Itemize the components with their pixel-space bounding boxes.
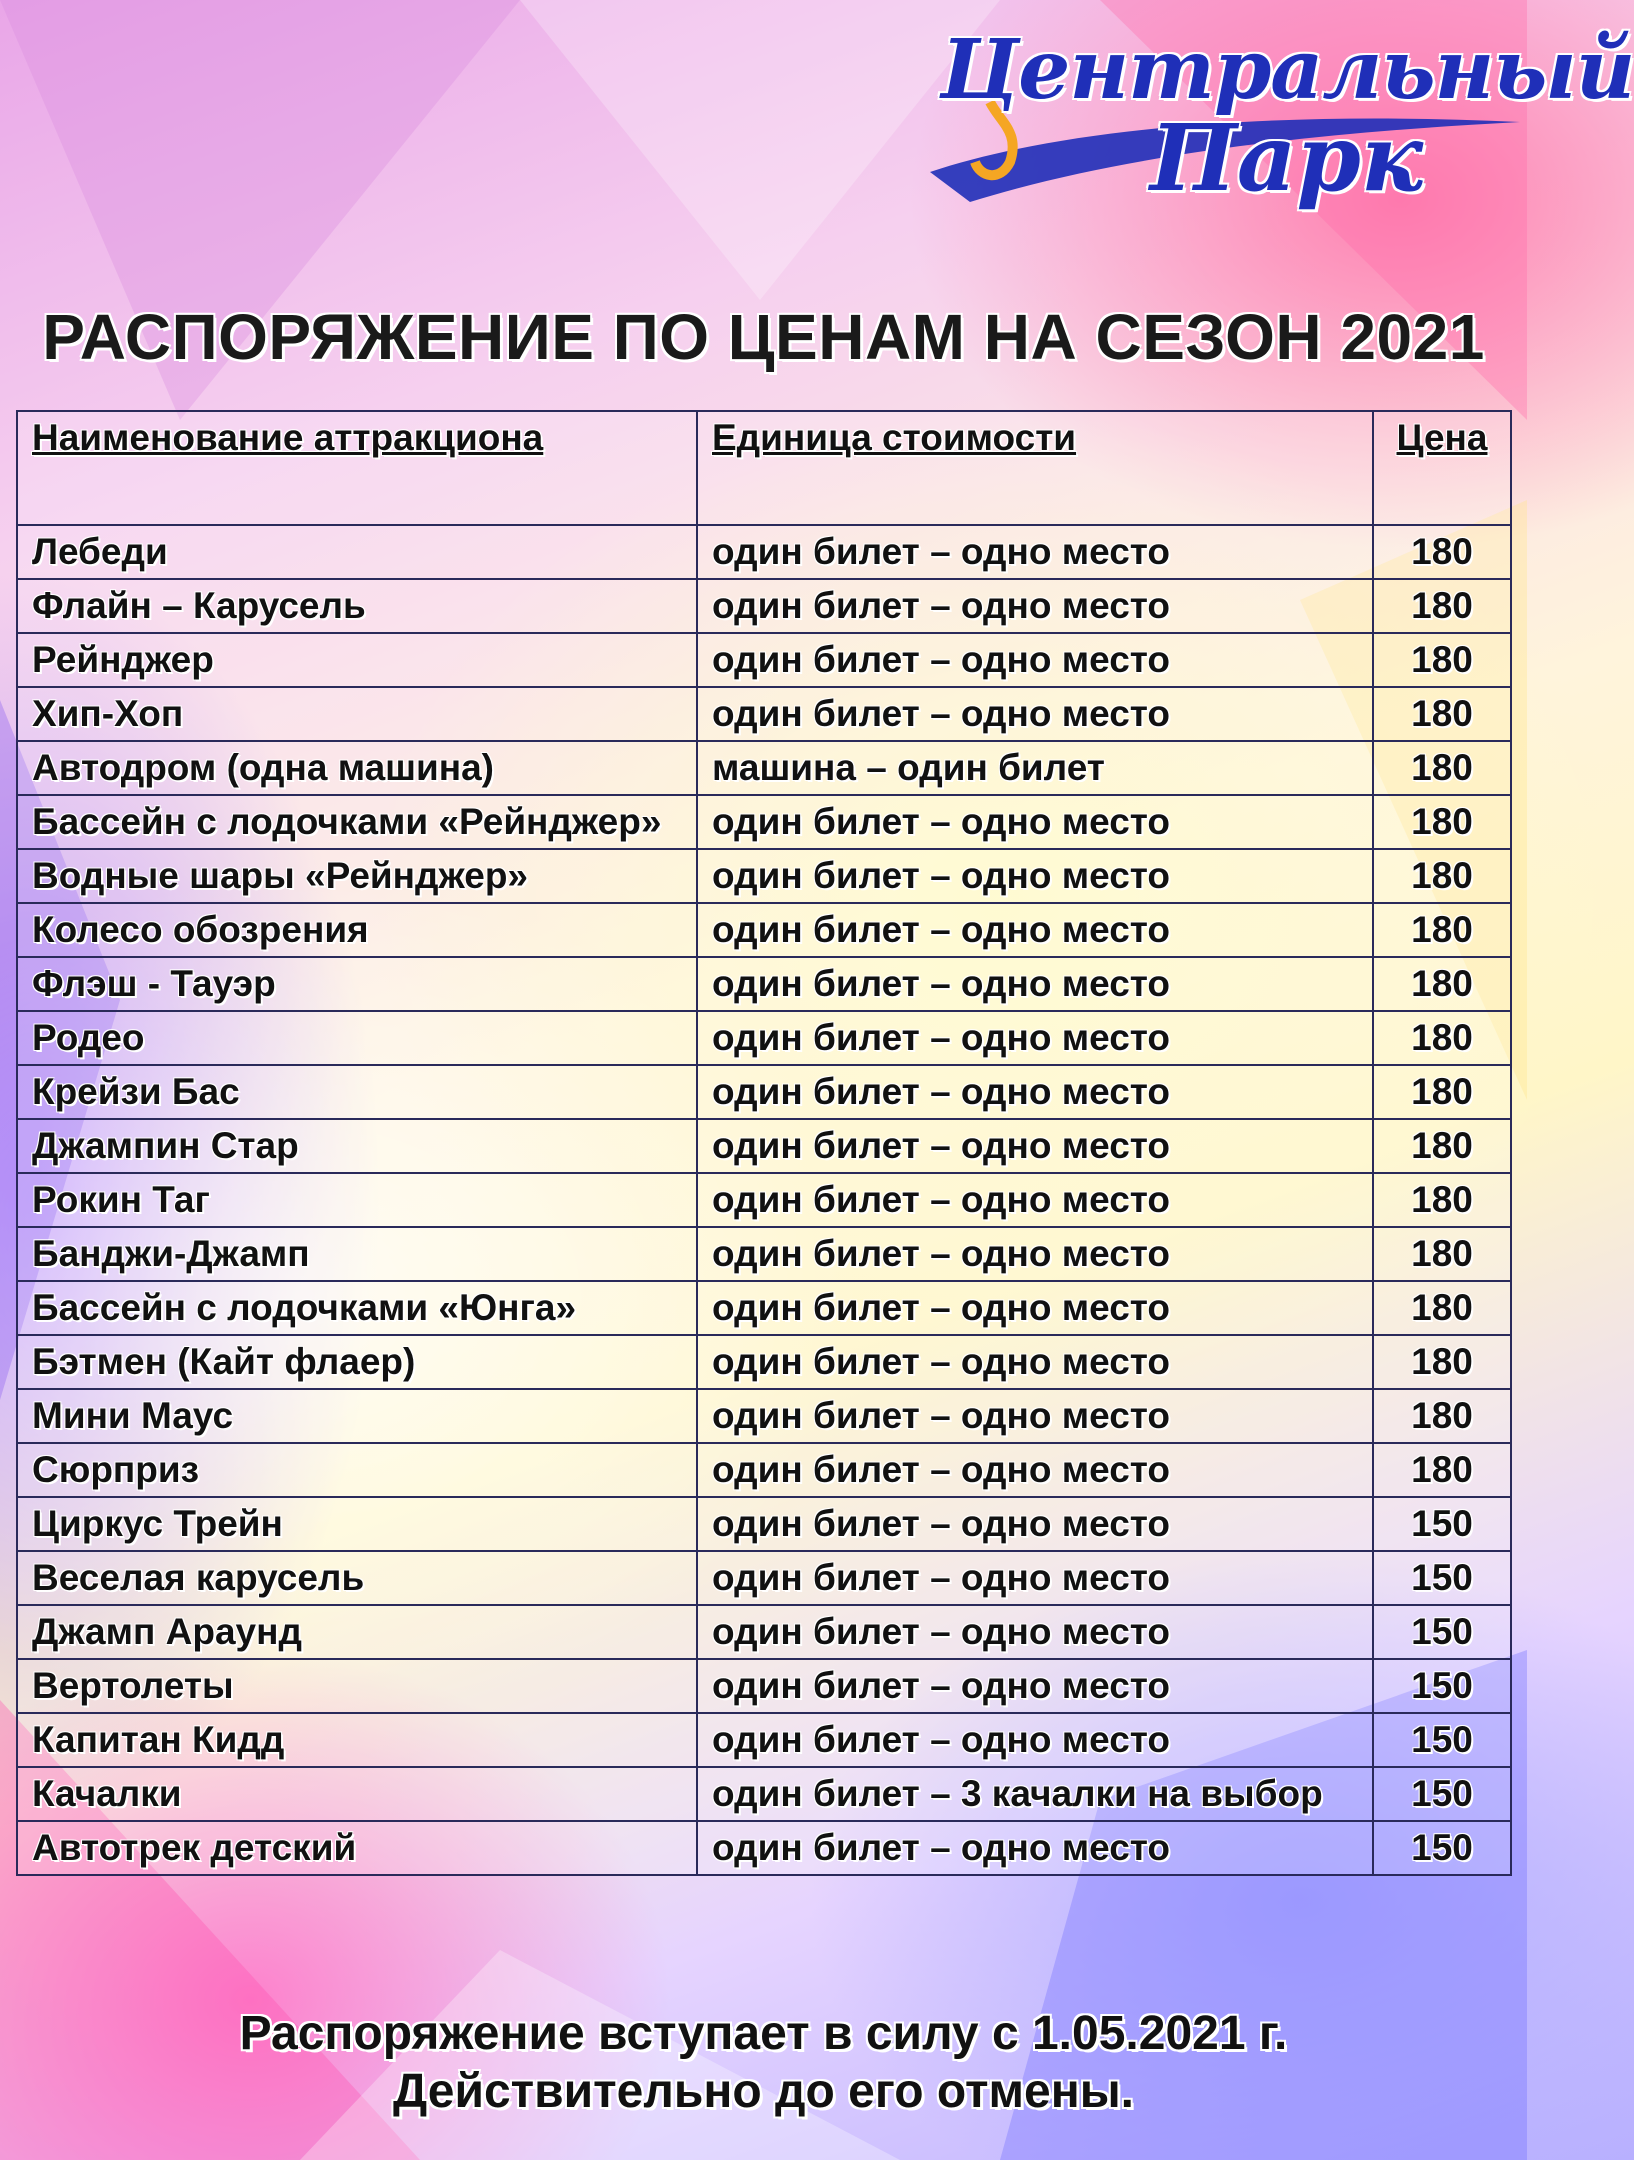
table-row [17, 1389, 1511, 1443]
table-row [17, 633, 1511, 687]
attraction-name-cell: Мини Маус [17, 1389, 697, 1443]
price-cell: 150 [1373, 1713, 1511, 1767]
attraction-name-cell: Флайн – Карусель [17, 579, 697, 633]
table-row [17, 1605, 1511, 1659]
cost-unit-cell: один билет – 3 качалки на выбор [697, 1767, 1373, 1821]
cost-unit-cell: один билет – одно место [697, 1173, 1373, 1227]
price-cell: 150 [1373, 1497, 1511, 1551]
cost-unit-cell: один билет – одно место [697, 1119, 1373, 1173]
table-header-row [17, 411, 1511, 525]
price-cell: 180 [1373, 903, 1511, 957]
price-cell: 180 [1373, 687, 1511, 741]
table-row [17, 1497, 1511, 1551]
table-row [17, 525, 1511, 579]
cost-unit-cell: один билет – одно место [697, 1605, 1373, 1659]
table-row [17, 849, 1511, 903]
footer-effective-date: Распоряжение вступает в силу с 1.05.2021 г. [239, 2007, 1288, 2060]
cost-unit-cell: один билет – одно место [697, 1227, 1373, 1281]
attraction-name-cell: Хип-Хоп [17, 687, 697, 741]
footer-note [0, 2005, 1527, 2121]
logo-text-bottom: Парк [1150, 104, 1424, 212]
price-cell: 150 [1373, 1767, 1511, 1821]
attraction-name-cell: Водные шары «Рейнджер» [17, 849, 697, 903]
price-cell: 180 [1373, 1011, 1511, 1065]
attraction-name-cell: Автодром (одна машина) [17, 741, 697, 795]
price-cell: 150 [1373, 1551, 1511, 1605]
price-cell: 150 [1373, 1605, 1511, 1659]
table-row [17, 579, 1511, 633]
attraction-name-cell: Капитан Кидд [17, 1713, 697, 1767]
cost-unit-cell: один билет – одно место [697, 1497, 1373, 1551]
price-cell: 180 [1373, 525, 1511, 579]
table-row [17, 1551, 1511, 1605]
attraction-name-cell: Родео [17, 1011, 697, 1065]
price-cell: 180 [1373, 1119, 1511, 1173]
attraction-name-cell: Банджи-Джамп [17, 1227, 697, 1281]
cost-unit-cell: один билет – одно место [697, 1443, 1373, 1497]
price-cell: 180 [1373, 741, 1511, 795]
price-cell: 150 [1373, 1821, 1511, 1875]
table-row [17, 1713, 1511, 1767]
attraction-name-cell: Крейзи Бас [17, 1065, 697, 1119]
cost-unit-cell: один билет – одно место [697, 1065, 1373, 1119]
header-attraction-name: Наименование аттракциона [17, 411, 697, 525]
table-row [17, 1659, 1511, 1713]
table-row [17, 1119, 1511, 1173]
attraction-name-cell: Бэтмен (Кайт флаер) [17, 1335, 697, 1389]
price-cell: 180 [1373, 795, 1511, 849]
cost-unit-cell: машина – один билет [697, 741, 1373, 795]
cost-unit-cell: один билет – одно место [697, 1659, 1373, 1713]
park-logo [920, 22, 1634, 222]
table-row [17, 1011, 1511, 1065]
cost-unit-cell: один билет – одно место [697, 1551, 1373, 1605]
table-row [17, 1443, 1511, 1497]
attraction-name-cell: Рокин Таг [17, 1173, 697, 1227]
price-cell: 180 [1373, 1173, 1511, 1227]
price-cell: 180 [1373, 849, 1511, 903]
table-row [17, 741, 1511, 795]
cost-unit-cell: один билет – одно место [697, 1335, 1373, 1389]
cost-unit-cell: один билет – одно место [697, 1281, 1373, 1335]
price-cell: 180 [1373, 579, 1511, 633]
table-row [17, 957, 1511, 1011]
price-cell: 180 [1373, 633, 1511, 687]
table-row [17, 1821, 1511, 1875]
attraction-name-cell: Вертолеты [17, 1659, 697, 1713]
cost-unit-cell: один билет – одно место [697, 1011, 1373, 1065]
price-cell: 180 [1373, 1443, 1511, 1497]
price-cell: 180 [1373, 1227, 1511, 1281]
footer-validity: Действительно до его отмены. [392, 2065, 1135, 2118]
price-cell: 180 [1373, 1065, 1511, 1119]
cost-unit-cell: один билет – одно место [697, 957, 1373, 1011]
cost-unit-cell: один билет – одно место [697, 903, 1373, 957]
price-table [16, 410, 1512, 1876]
table-row [17, 1281, 1511, 1335]
price-cell: 180 [1373, 1389, 1511, 1443]
cost-unit-cell: один билет – одно место [697, 1389, 1373, 1443]
attraction-name-cell: Сюрприз [17, 1443, 697, 1497]
price-cell: 180 [1373, 957, 1511, 1011]
price-cell: 180 [1373, 1335, 1511, 1389]
attraction-name-cell: Лебеди [17, 525, 697, 579]
table-row [17, 1065, 1511, 1119]
price-cell: 150 [1373, 1659, 1511, 1713]
attraction-name-cell: Автотрек детский [17, 1821, 697, 1875]
attraction-name-cell: Флэш - Тауэр [17, 957, 697, 1011]
cost-unit-cell: один билет – одно место [697, 1821, 1373, 1875]
cost-unit-cell: один билет – одно место [697, 579, 1373, 633]
table-row [17, 1173, 1511, 1227]
header-cost-unit: Единица стоимости [697, 411, 1373, 525]
cost-unit-cell: один билет – одно место [697, 687, 1373, 741]
logo-text-top: Центральный [940, 22, 1634, 118]
header-price: Цена [1373, 411, 1511, 525]
attraction-name-cell: Бассейн с лодочками «Юнга» [17, 1281, 697, 1335]
attraction-name-cell: Бассейн с лодочками «Рейнджер» [17, 795, 697, 849]
cost-unit-cell: один билет – одно место [697, 1713, 1373, 1767]
attraction-name-cell: Веселая карусель [17, 1551, 697, 1605]
table-row [17, 1335, 1511, 1389]
table-row [17, 687, 1511, 741]
table-row [17, 903, 1511, 957]
page-title: РАСПОРЯЖЕНИЕ ПО ЦЕНАМ НА СЕЗОН 2021 [42, 301, 1485, 373]
attraction-name-cell: Колесо обозрения [17, 903, 697, 957]
table-row [17, 795, 1511, 849]
attraction-name-cell: Джамп Араунд [17, 1605, 697, 1659]
cost-unit-cell: один билет – одно место [697, 795, 1373, 849]
price-cell: 180 [1373, 1281, 1511, 1335]
table-row [17, 1227, 1511, 1281]
cost-unit-cell: один билет – одно место [697, 849, 1373, 903]
table-row [17, 1767, 1511, 1821]
attraction-name-cell: Рейнджер [17, 633, 697, 687]
cost-unit-cell: один билет – одно место [697, 633, 1373, 687]
attraction-name-cell: Качалки [17, 1767, 697, 1821]
attraction-name-cell: Циркус Трейн [17, 1497, 697, 1551]
attraction-name-cell: Джампин Стар [17, 1119, 697, 1173]
cost-unit-cell: один билет – одно место [697, 525, 1373, 579]
